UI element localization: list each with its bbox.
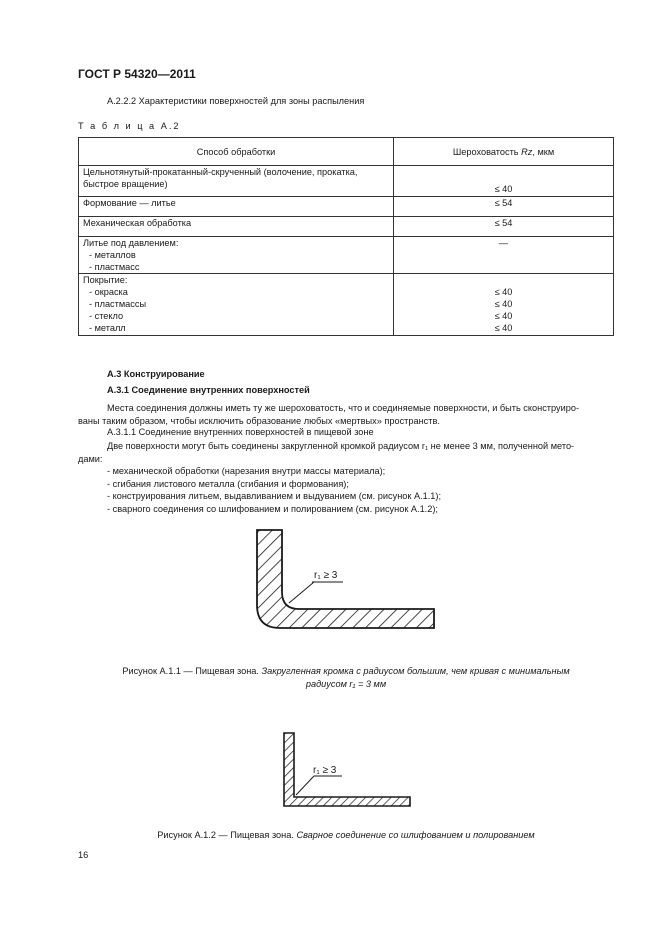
method-subitem: - пластмассы (89, 299, 147, 309)
caption-italic: Сварное соединение со шлифованием и полированием (296, 830, 535, 840)
rounded-edge-profile (257, 530, 434, 628)
caption-plain: Рисунок А.1.1 — Пищевая зона. (122, 666, 262, 676)
paragraph-line: Места соединения должны иметь ту же шероховатость, что и соединяемые поверхности, и быть сконструиро- (107, 403, 580, 413)
method-group-title: Покрытие: (83, 275, 128, 285)
value-line: ≤ 40 (494, 323, 513, 333)
section-a222-title: А.2.2.2 Характеристики поверхностей для зоны распыления (107, 96, 365, 106)
method-line: быстрое вращение) (83, 179, 168, 189)
value-cell: ≤ 40 (394, 166, 614, 197)
method-line: Цельнотянутый-прокатанный-скрученный (волочение, прокатка, (83, 167, 358, 177)
figure-a12-label: r₁ ≥ 3 (313, 765, 337, 776)
table-caption: Т а б л и ц а А.2 (78, 121, 181, 131)
value-cell: — (394, 237, 614, 274)
section-a3-title: А.3 Конструирование (107, 369, 205, 379)
list-item: - сварного соединения со шлифованием и полированием (см. рисунок А.1.2); (107, 503, 438, 514)
figure-a11-label: r₁ ≥ 3 (314, 570, 338, 581)
col-roughness-prefix: Шероховатость (452, 146, 522, 157)
figure-a12-caption (78, 829, 614, 842)
value-line: ≤ 40 (494, 287, 513, 297)
list-item: - сгибания листового металла (сгибания и формования); (107, 478, 349, 489)
value-line: ≤ 40 (494, 299, 513, 309)
col-method-header: Способ обработки (79, 138, 394, 166)
method-subitem: - стекло (89, 311, 124, 321)
method-subitem: - окраска (89, 287, 128, 297)
caption-line: радиусом r₁ = 3 мм (305, 679, 387, 689)
paragraph-line: ваны таким образом, чтобы исключить образование любых «мертвых» пространств. (78, 415, 440, 426)
leader-line (296, 776, 342, 795)
document-code: ГОСТ Р 54320—2011 (78, 67, 196, 81)
value-cell: ≤ 54 (394, 197, 614, 217)
list-item: - конструирования литьем, выдавливанием и выдуванием (см. рисунок А.1.1); (107, 491, 442, 502)
paragraph-line: Две поверхности могут быть соединены закругленной кромкой радиусом r₁ не менее 3 мм, полученной мето- (107, 441, 575, 451)
caption-plain: Рисунок А.1.2 — Пищевая зона. (157, 830, 297, 840)
method-subitem: - металл (89, 323, 126, 333)
figure-a11-drawing (257, 530, 434, 628)
list-item: - механической обработки (нарезания внутри массы материала); (107, 466, 386, 476)
section-a311-title: А.3.1.1 Соединение внутренних поверхностей в пищевой зоне (107, 427, 374, 437)
method-subitem: - металлов (89, 250, 136, 260)
caption-line (78, 665, 614, 678)
paragraph-line: дами: (78, 453, 103, 464)
figure-a11-caption (78, 665, 614, 691)
section-a31-title: А.3.1 Соединение внутренних поверхностей (107, 385, 310, 395)
method-subitem: - пластмасс (89, 262, 140, 272)
leader-line (289, 582, 314, 603)
rz-symbol: Rz (521, 146, 533, 157)
method-group-title: Литье под давлением: (83, 238, 179, 248)
caption-italic: Закругленная кромка с радиусом большим, чем кривая с минимальным (261, 666, 570, 676)
figure-a12-drawing (284, 733, 410, 806)
value-cell: ≤ 54 (394, 217, 614, 237)
page-number: 16 (78, 850, 89, 860)
value-line: ≤ 40 (494, 311, 513, 321)
welded-joint-profile (284, 733, 410, 806)
method-cell: Механическая обработка (79, 217, 394, 237)
method-cell: Формование — литье (79, 197, 394, 217)
col-roughness-suffix: , мкм (532, 146, 555, 157)
